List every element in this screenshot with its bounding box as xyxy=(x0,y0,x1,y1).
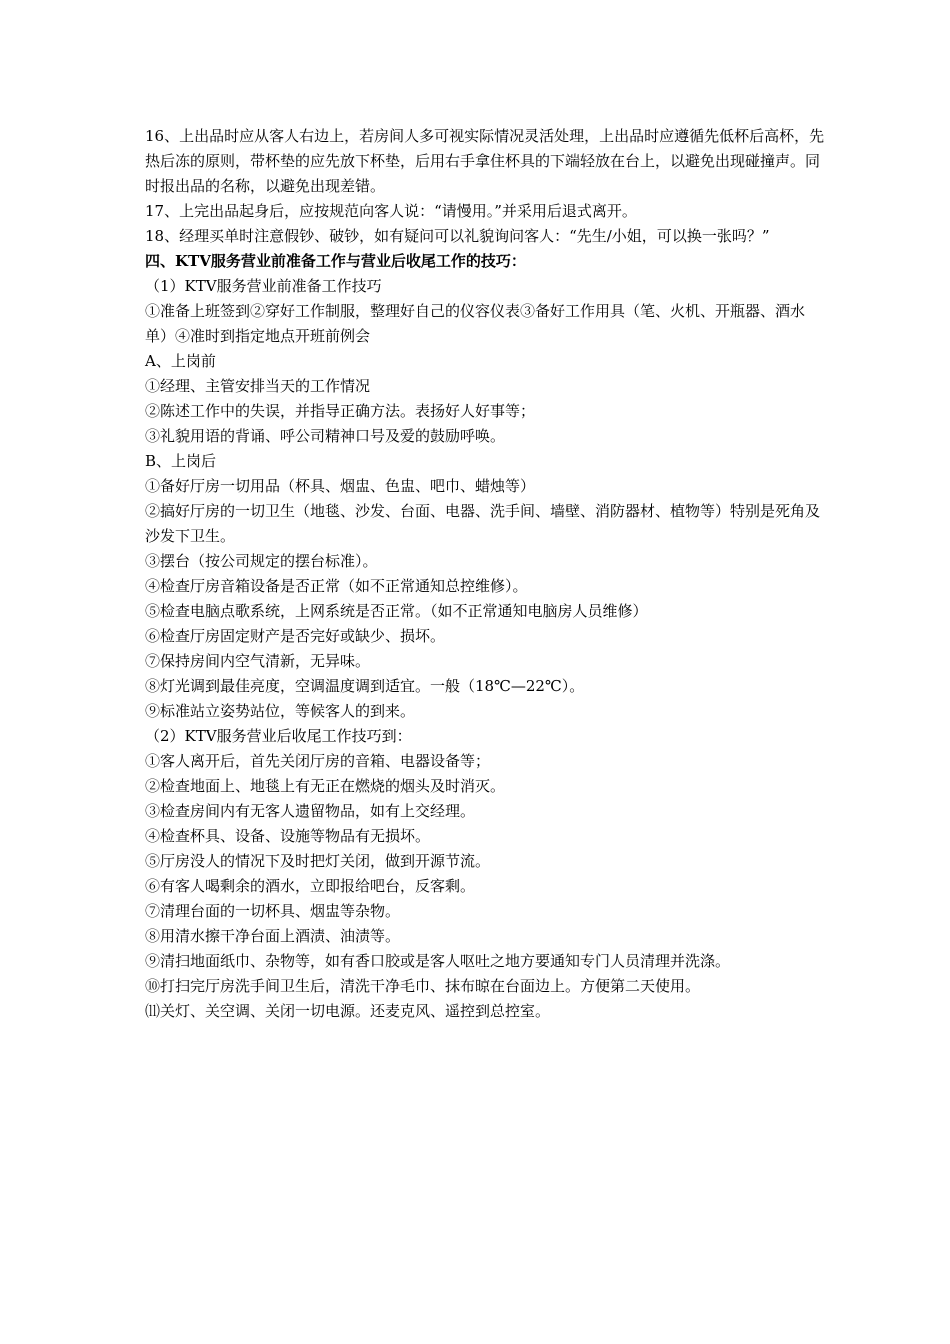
list-item: ③礼貌用语的背诵、呼公司精神口号及爱的鼓励呼唤。 xyxy=(145,427,506,445)
list-item: ⑩打扫完厅房洗手间卫生后，清洗干净毛巾、抹布晾在台面边上。方便第二天使用。 xyxy=(145,977,701,995)
list-item: ②检查地面上、地毯上有无正在燃烧的烟头及时消灭。 xyxy=(145,777,506,795)
subheading-before-duty: A、上岗前 xyxy=(145,352,216,370)
list-item: ⑦清理台面的一切杯具、烟盅等杂物。 xyxy=(145,902,401,920)
subsection-title-pre-opening: （1）KTV服务营业前准备工作技巧 xyxy=(145,277,382,295)
section-heading-4: 四、KTV服务营业前准备工作与营业后收尾工作的技巧： xyxy=(145,252,526,270)
list-item: ⑤厅房没人的情况下及时把灯关闭，做到开源节流。 xyxy=(145,852,491,870)
list-item: ⑥检查厅房固定财产是否完好或缺少、损坏。 xyxy=(145,627,446,645)
list-item: ①备好厅房一切用品（杯具、烟盅、色盅、吧巾、蜡烛等） xyxy=(145,477,536,495)
paragraph-item-18: 18、经理买单时注意假钞、破钞，如有疑问可以礼貌询问客人：“先生/小姐，可以换一张吗？” xyxy=(145,227,770,245)
paragraph-item-17: 17、上完出品起身后，应按规范向客人说：“请慢用。”并采用后退式离开。 xyxy=(145,202,637,220)
list-item: ①经理、主管安排当天的工作情况 xyxy=(145,377,371,395)
pre-opening-steps: ①准备上班签到②穿好工作制服，整理好自己的仪容仪表③备好工作用具（笔、火机、开瓶器、酒水单）④准时到指定地点开班前例会 xyxy=(145,302,806,345)
list-item: ⑥有客人喝剩余的酒水，立即报给吧台，反客剩。 xyxy=(145,877,476,895)
list-item: ①客人离开后，首先关闭厅房的音箱、电器设备等； xyxy=(145,752,491,770)
list-item: ②陈述工作中的失误，并指导正确方法。表扬好人好事等； xyxy=(145,402,536,420)
list-item: ②搞好厅房的一切卫生（地毯、沙发、台面、电器、洗手间、墙壁、消防器材、植物等）特别是死角及沙发下卫生。 xyxy=(145,502,821,545)
list-item: ⑤检查电脑点歌系统，上网系统是否正常。（如不正常通知电脑房人员维修） xyxy=(145,602,648,620)
list-item: ⑦保持房间内空气清新，无异味。 xyxy=(145,652,371,670)
list-item: ⑨标准站立姿势站位，等候客人的到来。 xyxy=(145,702,416,720)
list-item: ⑾关灯、关空调、关闭一切电源。还麦克风、遥控到总控室。 xyxy=(145,1002,551,1020)
paragraph-item-16: 16、上出品时应从客人右边上，若房间人多可视实际情况灵活处理，上出品时应遵循先低杯后高杯，先热后冻的原则，带杯垫的应先放下杯垫，后用右手拿住杯具的下端轻放在台上，以避免出现碰撞声。同时报出品的名称，以避免出现差错。 xyxy=(145,127,825,195)
list-item: ③摆台（按公司规定的摆台标准）。 xyxy=(145,552,378,570)
list-item: ⑧用清水擦干净台面上酒渍、油渍等。 xyxy=(145,927,401,945)
list-item: ⑨清扫地面纸巾、杂物等，如有香口胶或是客人呕吐之地方要通知专门人员清理并洗涤。 xyxy=(145,952,731,970)
list-item: ④检查杯具、设备、设施等物品有无损坏。 xyxy=(145,827,431,845)
list-item: ③检查房间内有无客人遗留物品，如有上交经理。 xyxy=(145,802,476,820)
document-body xyxy=(145,124,825,1024)
subheading-after-duty: B、上岗后 xyxy=(145,452,217,470)
subsection-title-closing: （2）KTV服务营业后收尾工作技巧到： xyxy=(145,727,412,745)
list-item: ④检查厅房音箱设备是否正常（如不正常通知总控维修）。 xyxy=(145,577,528,595)
list-item: ⑧灯光调到最佳亮度，空调温度调到适宜。一般（18℃—22℃）。 xyxy=(145,677,585,695)
